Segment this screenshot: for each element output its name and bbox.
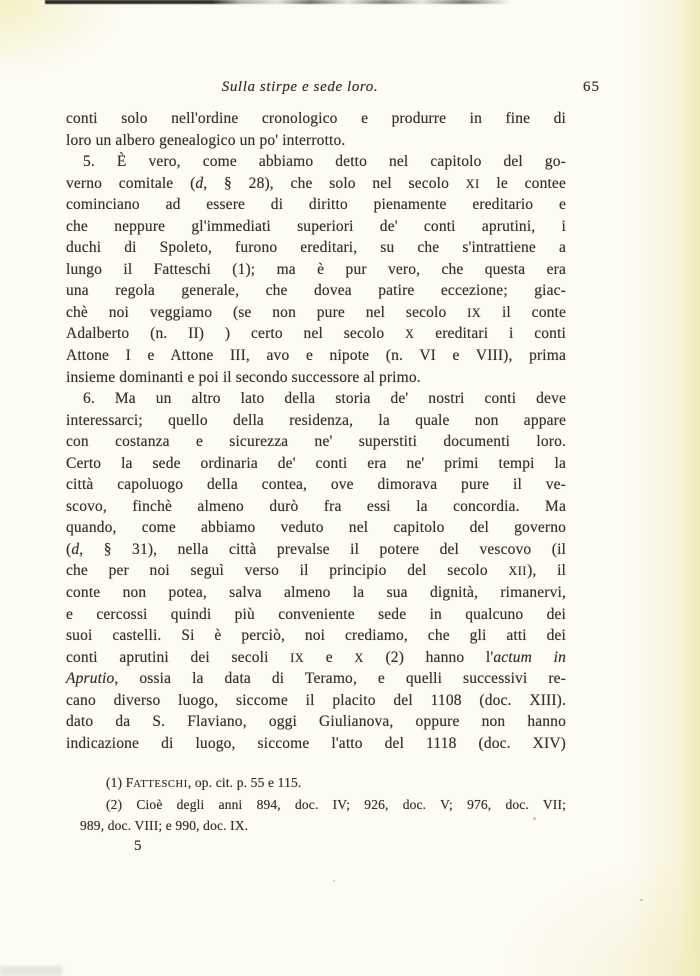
text-line: che neppure gl'immediati superiori de' conti aprutini, i: [66, 217, 566, 235]
scan-speck: [640, 899, 643, 901]
text-line: (1) FATTESCHI, op. cit. p. 55 e 115.: [106, 775, 302, 790]
text-line: città capoluogo della contea, ove dimorava pure il ve-: [66, 476, 566, 494]
text-line: lungo il Fatteschi (1); ma è pur vero, che questa era: [66, 260, 566, 278]
text-line: scovo, finchè almeno durò fra essi la concordia. Ma: [66, 497, 566, 515]
text-line: cano diverso luogo, siccome il placito del 1108 (doc. XIII).: [66, 691, 566, 709]
text-line: indicazione di luogo, siccome l'atto del 1118 (doc. XIV): [66, 734, 566, 752]
text-line: loro un albero genealogico un po' interrotto.: [66, 131, 346, 149]
page-number: 65: [583, 79, 600, 95]
text-line: con costanza e sicurezza ne' superstiti documenti loro.: [66, 433, 566, 451]
text-line: Certo la sede ordinaria de' conti era ne' primi tempi la: [66, 454, 566, 472]
text-line: dato da S. Flaviano, oggi Giulianova, oppure non hanno: [66, 713, 566, 731]
scan-artifact-top-bar: [45, 0, 510, 4]
text-line: 6. Ma un altro lato della storia de' nostri conti deve: [83, 390, 566, 408]
text-line: chè noi veggiamo (se non pure nel secolo IX il conte: [66, 303, 566, 321]
text-line: Aprutio, ossia la data di Teramo, e quelli successivi re-: [66, 670, 566, 688]
scan-artifact-bottom-left-edge: [0, 966, 62, 976]
text-line: (d, § 31), nella città prevalse il potere del vescovo (il: [66, 540, 566, 558]
text-line: (2) Cioè degli anni 894, doc. IV; 926, doc. V; 976, doc. VII;: [106, 796, 566, 812]
text-line: che per noi seguì verso il principio del secolo XII), il: [66, 562, 566, 580]
text-line: quando, come abbiamo veduto nel capitolo del governo: [66, 519, 566, 537]
scan-tint-bottom-right-corner: [500, 856, 700, 976]
text-line: Attone I e Attone III, avo e nipote (n. VI e VIII), prima: [66, 347, 566, 365]
text-line: duchi di Spoleto, furono ereditari, su che s'intrattiene a: [66, 239, 566, 257]
text-line: 989, doc. VIII; e 990, doc. IX.: [80, 818, 249, 833]
text-line: interessarci; quello della residenza, la quale non appare: [66, 411, 566, 429]
text-line: e cercossi quindi più conveniente sede in qualcuno dei: [66, 605, 566, 623]
text-line: 5. È vero, come abbiamo detto nel capitolo del go-: [83, 153, 566, 171]
text-line: cominciano ad essere di diritto pienamente ereditario e: [66, 196, 566, 214]
footnotes: [80, 772, 566, 837]
text-line: conti solo nell'ordine cronologico e produrre in fine di: [66, 110, 566, 127]
running-header-title: Sulla stirpe e sede loro.: [221, 79, 379, 95]
text-line: conti aprutini dei secoli IX e X (2) hanno l'actum in: [66, 648, 566, 666]
text-line: insieme dominanti e poi il secondo successore al primo.: [66, 368, 421, 386]
scan-tint-right-edge: [628, 0, 700, 976]
text-line: una regola generale, che dovea patire eccezione; giac-: [66, 282, 566, 300]
text-line: Adalberto (n. II) ) certo nel secolo X ereditari i conti: [66, 325, 566, 343]
text-line: verno comitale (d, § 28), che solo nel secolo XI le contee: [66, 174, 566, 192]
body-text: [66, 108, 566, 754]
signature-mark: 5: [134, 838, 142, 854]
scan-tint-top-left-corner: [0, 0, 120, 75]
text-line: suoi castelli. Si è perciò, noi crediamo, che gli atti dei: [66, 627, 566, 645]
scan-speck: [333, 880, 335, 882]
text-line: conte non potea, salva almeno la sua dignità, rimanervi,: [66, 584, 566, 602]
